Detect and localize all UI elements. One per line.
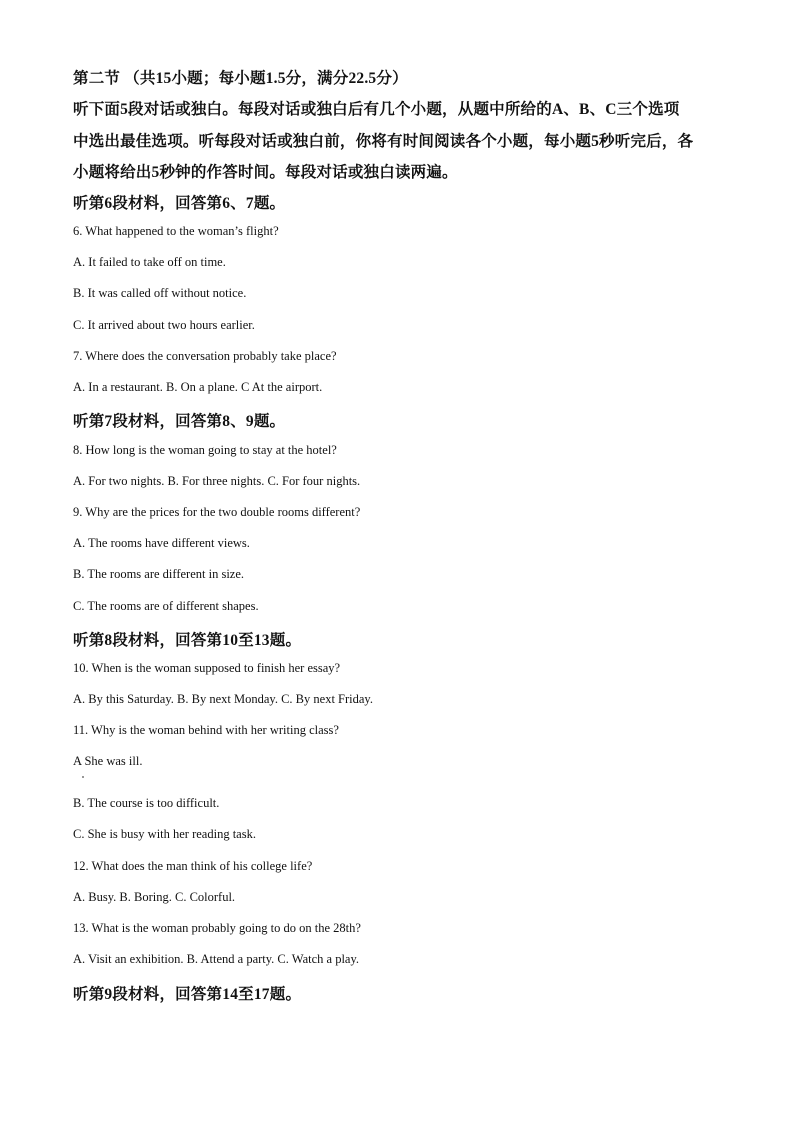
instruction-line-3: 小题将给出5秒钟的作答时间。每段对话或独白读两遍。 [73, 164, 458, 181]
instruction-line-2: 中选出最佳选项。听每段对话或独白前，你将有时间阅读各个小题，每小题5秒听完后，各 [73, 133, 694, 150]
option-9a: A. The rooms have different views. [73, 536, 250, 550]
option-6a: A. It failed to take off on time. [73, 255, 226, 269]
group-heading-6: 听第6段材料，回答第6、7题。 [73, 195, 286, 212]
question-12: 12. What does the man think of his college life? [73, 859, 313, 873]
option-9c: C. The rooms are of different shapes. [73, 599, 259, 613]
question-9: 9. Why are the prices for the two double rooms different? [73, 505, 361, 519]
option-6b: B. It was called off without notice. [73, 286, 247, 300]
options-7: A. In a restaurant. B. On a plane. C At the airport. [73, 380, 323, 394]
options-13: A. Visit an exhibition. B. Attend a party. C. Watch a play. [73, 952, 360, 966]
question-13: 13. What is the woman probably going to do on the 28th? [73, 921, 361, 935]
option-11c: C. She is busy with her reading task. [73, 827, 256, 841]
instruction-line-1: 听下面5段对话或独白。每段对话或独白后有几个小题，从题中所给的A、B、C三个选项 [73, 101, 680, 118]
option-11a: A She was ill. [73, 754, 143, 768]
stray-dot-mark [82, 776, 84, 778]
question-8: 8. How long is the woman going to stay at the hotel? [73, 443, 337, 457]
section-title: 第二节 （共15小题；每小题1.5分，满分22.5分） [73, 70, 408, 87]
question-7: 7. Where does the conversation probably take place? [73, 349, 337, 363]
options-8: A. For two nights. B. For three nights. C. For four nights. [73, 474, 361, 488]
options-10: A. By this Saturday. B. By next Monday. C. By next Friday. [73, 692, 373, 706]
question-6: 6. What happened to the woman’s flight? [73, 224, 279, 238]
question-10: 10. When is the woman supposed to finish her essay? [73, 661, 341, 675]
group-heading-7: 听第7段材料，回答第8、9题。 [73, 413, 286, 430]
group-heading-8: 听第8段材料，回答第10至13题。 [73, 632, 302, 649]
group-heading-9: 听第9段材料，回答第14至17题。 [73, 986, 302, 1003]
options-12: A. Busy. B. Boring. C. Colorful. [73, 890, 236, 904]
question-11: 11. Why is the woman behind with her writing class? [73, 723, 339, 737]
option-6c: C. It arrived about two hours earlier. [73, 318, 255, 332]
option-11b: B. The course is too difficult. [73, 796, 220, 810]
option-9b: B. The rooms are different in size. [73, 567, 245, 581]
